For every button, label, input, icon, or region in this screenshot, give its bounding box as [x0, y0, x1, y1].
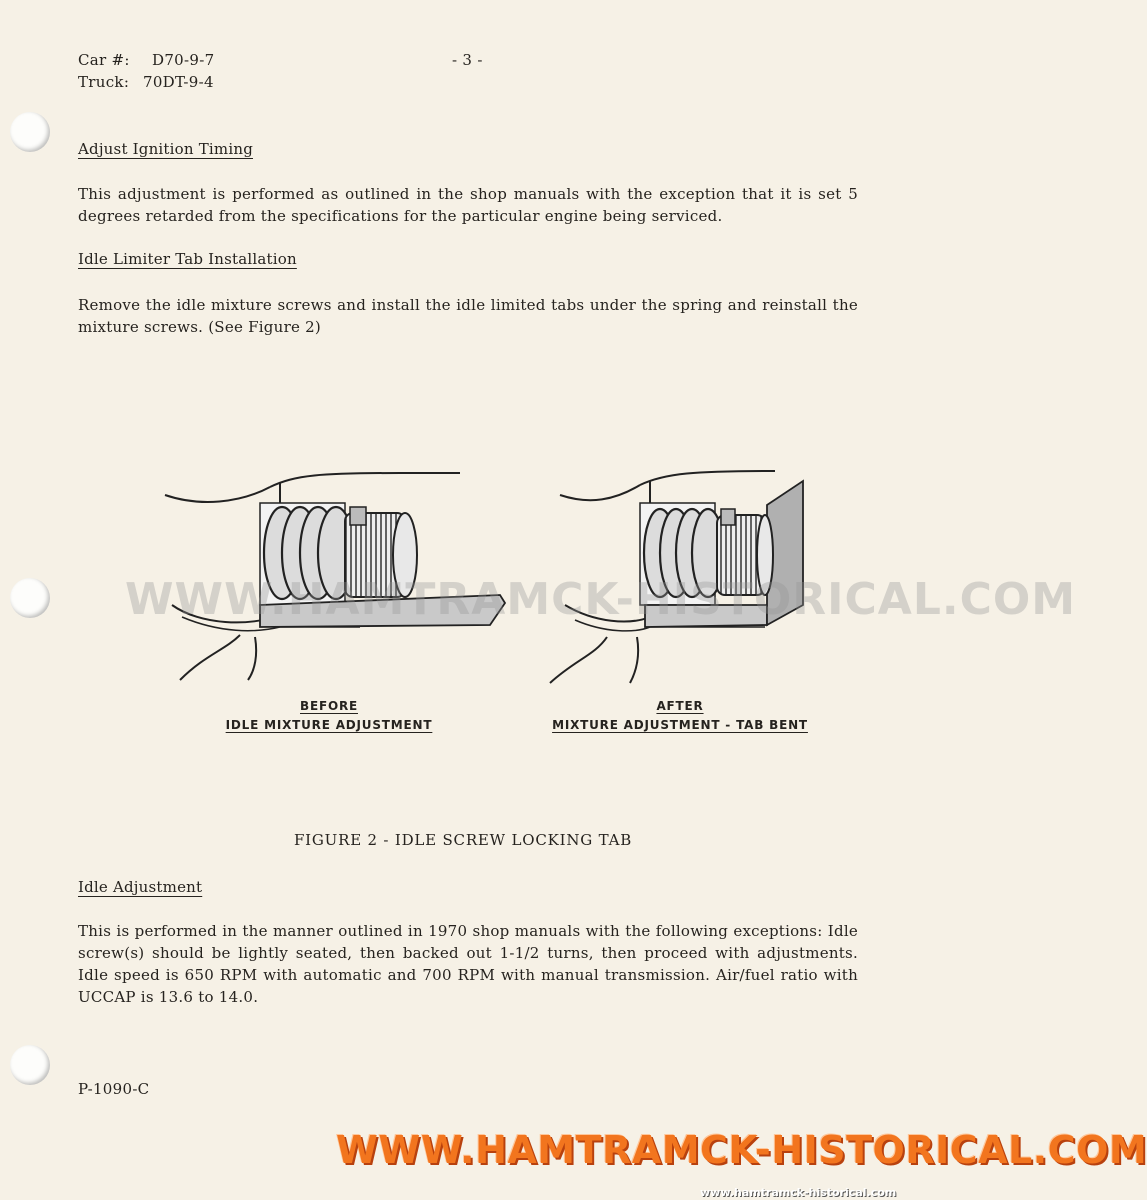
punch-hole-bottom	[10, 1045, 50, 1085]
watermark-small: www.hamtramck-historical.com	[700, 1186, 897, 1199]
watermark-bottom: WWW.HAMTRAMCK-HISTORICAL.COM	[336, 1128, 1147, 1172]
before-label	[214, 697, 444, 735]
section-body-idle: This is performed in the manner outlined in 1970 shop manuals with the following exceptions: Idle screw(s) should be lightly seated, then backed out 1-1/2 turns, then proceed with adjustments. Idle speed is 650 RPM with automatic and 700 RPM with manual transmission. Air/fuel ratio with UCCAP is 13.6 to 14.0.	[78, 922, 858, 1006]
after-label-line1: AFTER	[656, 699, 704, 713]
page-number: - 3 -	[452, 51, 483, 69]
car-number-label: Car #:	[78, 51, 130, 69]
section-body-ignition: This adjustment is performed as outlined in the shop manuals with the exception that it is set 5 degrees retarded from the specifications for the particular engine being serviced.	[78, 185, 858, 225]
truck-number-value: 70DT-9-4	[143, 73, 214, 91]
after-illustration	[545, 455, 815, 690]
section-heading-ignition: Adjust Ignition Timing	[78, 140, 253, 158]
before-label-line2: IDLE MIXTURE ADJUSTMENT	[225, 718, 433, 732]
section-body-limiter: Remove the idle mixture screws and install the idle limited tabs under the spring and reinstall the mixture screws. (See Figure 2)	[78, 296, 858, 336]
punch-hole-top	[10, 112, 50, 152]
punch-hole-middle	[10, 578, 50, 618]
before-illustration	[160, 455, 520, 690]
figure-caption: FIGURE 2 - IDLE SCREW LOCKING TAB	[293, 831, 633, 849]
watermark-middle: WWW.HAMTRAMCK-HISTORICAL.COM	[125, 574, 1077, 625]
after-label-line2: MIXTURE ADJUSTMENT - TAB BENT	[552, 718, 808, 732]
after-label	[545, 697, 815, 735]
section-heading-idle: Idle Adjustment	[78, 878, 203, 896]
truck-number-label: Truck:	[78, 73, 130, 91]
section-heading-limiter: Idle Limiter Tab Installation	[78, 250, 297, 268]
before-label-line1: BEFORE	[300, 699, 358, 713]
document-number: P-1090-C	[78, 1080, 150, 1098]
car-number-value: D70-9-7	[152, 51, 215, 69]
